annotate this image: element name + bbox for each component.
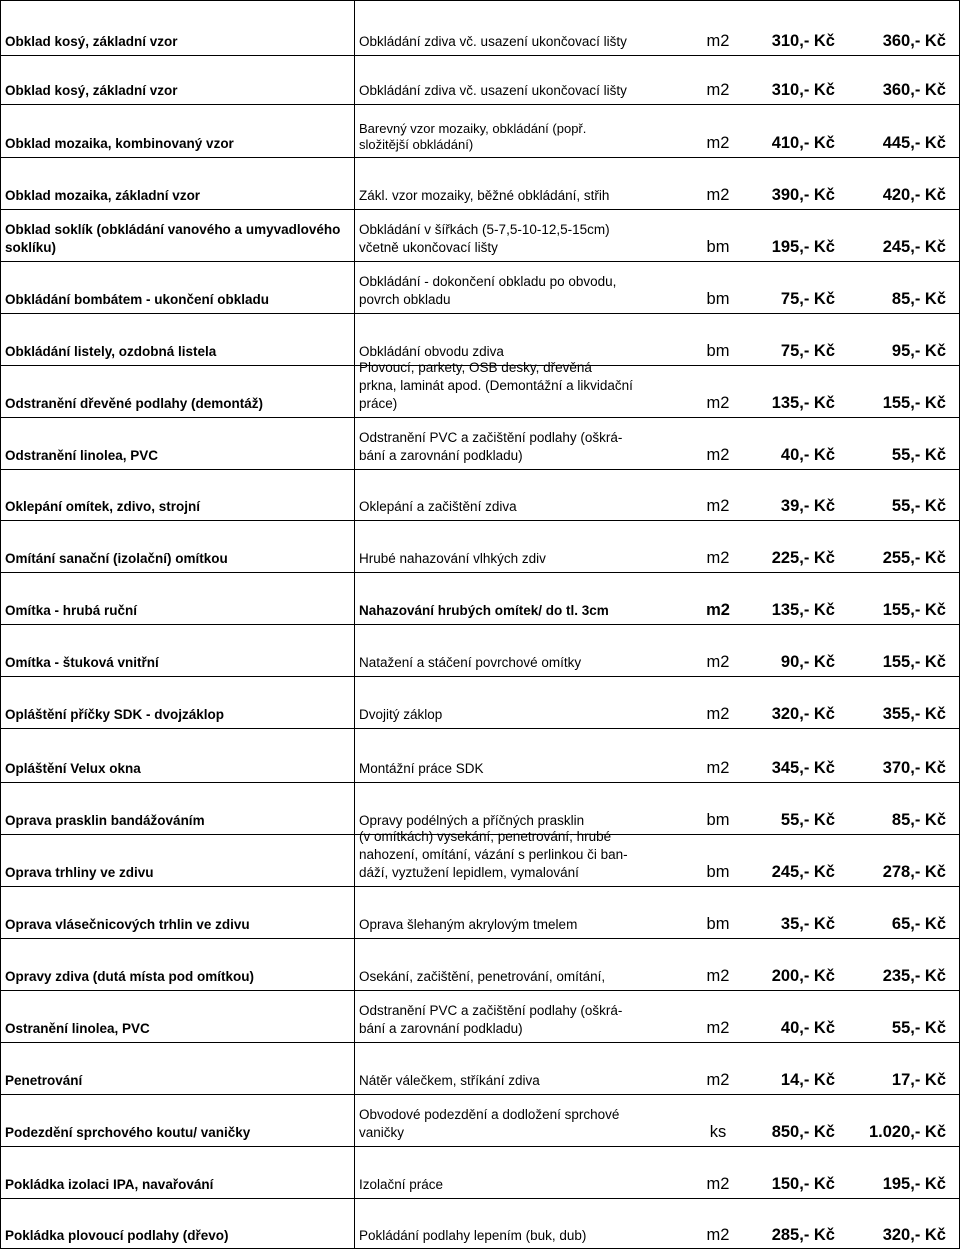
table-row <box>0 104 960 157</box>
service-name: Podezdění sprchového koutu/ vaničky <box>5 1125 251 1140</box>
service-name: Oprava prasklin bandážováním <box>5 813 205 828</box>
table-row <box>0 676 960 728</box>
price-to-cell: 360,- Kč <box>882 32 946 50</box>
price-to-cell: 55,- Kč <box>891 446 946 464</box>
price-from-cell: 320,- Kč <box>771 705 835 723</box>
table-row <box>0 469 960 520</box>
service-description: Osekání, začištění, penetrování, omítání, <box>359 969 606 984</box>
price-to-cell: 65,- Kč <box>891 915 946 933</box>
row-divider <box>0 209 960 210</box>
table-row <box>0 938 960 990</box>
service-description: Odstranění PVC a začištění podlahy (oškrá- bání a zarovnání podkladu) <box>359 1003 623 1036</box>
service-name: Obkládání bombátem - ukončení obkladu <box>5 292 270 307</box>
unit-cell: m2 <box>706 1019 730 1037</box>
table-row <box>0 886 960 938</box>
table-row <box>0 209 960 261</box>
table-row <box>0 624 960 676</box>
unit-cell: m2 <box>706 601 730 619</box>
service-name: Opláštění příčky SDK - dvojzáklop <box>5 707 225 722</box>
service-description: Opravy podélných a příčných prasklin <box>359 813 585 828</box>
unit-cell: ks <box>709 1123 727 1141</box>
service-description: Montážní práce SDK <box>359 761 484 776</box>
table-row <box>0 157 960 209</box>
table-row <box>0 261 960 313</box>
row-divider <box>0 104 960 105</box>
service-name: Opravy zdiva (dutá místa pod omítkou) <box>5 969 255 984</box>
price-from-cell: 225,- Kč <box>771 549 835 567</box>
service-description: Izolační práce <box>359 1177 444 1192</box>
unit-cell: m2 <box>706 32 730 50</box>
row-divider <box>0 1042 960 1043</box>
service-description: Obkládání obvodu zdiva <box>359 344 504 359</box>
unit-cell: m2 <box>706 759 730 777</box>
table-row <box>0 782 960 834</box>
row-divider <box>0 624 960 625</box>
price-to-cell: 235,- Kč <box>882 967 946 985</box>
row-divider <box>0 886 960 887</box>
price-to-cell: 360,- Kč <box>882 81 946 99</box>
service-name: Odstranění linolea, PVC <box>5 448 159 463</box>
table-row <box>0 520 960 572</box>
service-description: Zákl. vzor mozaiky, běžné obkládání, střih <box>359 188 610 203</box>
row-divider <box>0 157 960 158</box>
row-divider <box>0 417 960 418</box>
table-row <box>0 0 960 55</box>
table-row <box>0 1042 960 1094</box>
service-name: Obklad mozaika, kombinovaný vzor <box>5 136 234 151</box>
row-divider <box>0 55 960 56</box>
service-name: Oprava vlásečnicových trhlin ve zdivu <box>5 917 250 932</box>
service-name: Oklepání omítek, zdivo, strojní <box>5 499 201 514</box>
row-divider <box>0 1146 960 1147</box>
row-divider <box>0 1094 960 1095</box>
price-to-cell: 85,- Kč <box>891 811 946 829</box>
price-to-cell: 255,- Kč <box>882 549 946 567</box>
price-to-cell: 1.020,- Kč <box>868 1123 946 1141</box>
row-divider <box>0 0 960 1</box>
row-divider <box>0 782 960 783</box>
unit-cell: m2 <box>706 394 730 412</box>
price-from-cell: 135,- Kč <box>771 394 835 412</box>
unit-cell: m2 <box>706 81 730 99</box>
service-description: Oklepání a začištění zdiva <box>359 499 517 514</box>
unit-cell: m2 <box>706 967 730 985</box>
unit-cell: m2 <box>706 186 730 204</box>
row-divider <box>0 1198 960 1199</box>
price-from-cell: 75,- Kč <box>780 290 835 308</box>
price-from-cell: 245,- Kč <box>771 863 835 881</box>
price-from-cell: 40,- Kč <box>780 1019 835 1037</box>
service-name: Omítání sanační (izolační) omítkou <box>5 551 228 566</box>
service-name: Obklad kosý, základní vzor <box>5 83 178 98</box>
price-from-cell: 345,- Kč <box>771 759 835 777</box>
price-from-cell: 390,- Kč <box>771 186 835 204</box>
table-row <box>0 1198 960 1249</box>
price-from-cell: 40,- Kč <box>780 446 835 464</box>
unit-cell: bm <box>706 290 730 308</box>
price-to-cell: 278,- Kč <box>882 863 946 881</box>
price-to-cell: 95,- Kč <box>891 342 946 360</box>
table-row <box>0 55 960 104</box>
service-description: Nátěr válečkem, stříkání zdiva <box>359 1073 540 1088</box>
service-description: Obvodové podezdění a dodložení sprchové vaničky <box>359 1107 620 1140</box>
row-divider <box>0 469 960 470</box>
unit-cell: m2 <box>706 497 730 515</box>
price-to-cell: 155,- Kč <box>882 394 946 412</box>
table-row <box>0 728 960 782</box>
service-description: Natažení a stáčení povrchové omítky <box>359 655 582 670</box>
service-name: Obkládání listely, ozdobná listela <box>5 344 217 359</box>
price-to-cell: 445,- Kč <box>882 134 946 152</box>
unit-cell: bm <box>706 863 730 881</box>
service-name: Ostranění linolea, PVC <box>5 1021 150 1036</box>
unit-cell: bm <box>706 342 730 360</box>
price-to-cell: 195,- Kč <box>882 1175 946 1193</box>
table-row <box>0 1146 960 1198</box>
service-name: Omítka - hrubá ruční <box>5 603 138 618</box>
service-description: Obkládání zdiva vč. usazení ukončovací lišty <box>359 83 627 98</box>
row-divider <box>0 728 960 729</box>
row-divider <box>0 676 960 677</box>
row-divider <box>0 938 960 939</box>
price-to-cell: 355,- Kč <box>882 705 946 723</box>
service-name: Omítka - štuková vnitřní <box>5 655 159 670</box>
service-description: Dvojitý záklop <box>359 707 443 722</box>
service-name: Odstranění dřevěné podlahy (demontáž) <box>5 396 264 411</box>
service-description: Plovoucí, parkety, OSB desky, dřevěná prkna, laminát apod. (Demontážní a likvidační práce) <box>359 360 633 411</box>
row-divider <box>0 520 960 521</box>
table-row <box>0 572 960 624</box>
price-from-cell: 850,- Kč <box>771 1123 835 1141</box>
price-to-cell: 17,- Kč <box>891 1071 946 1089</box>
table-row <box>0 360 960 417</box>
price-to-cell: 155,- Kč <box>882 653 946 671</box>
price-from-cell: 35,- Kč <box>780 915 835 933</box>
price-to-cell: 55,- Kč <box>891 497 946 515</box>
price-from-cell: 55,- Kč <box>780 811 835 829</box>
service-description: Nahazování hrubých omítek/ do tl. 3cm <box>359 603 609 618</box>
table-row <box>0 1094 960 1146</box>
service-name: Obklad mozaika, základní vzor <box>5 188 201 203</box>
service-description: Barevný vzor mozaiky, obkládání (popř. složitější obkládání) <box>359 121 587 152</box>
table-row <box>0 313 960 365</box>
unit-cell: bm <box>706 238 730 256</box>
price-to-cell: 85,- Kč <box>891 290 946 308</box>
price-from-cell: 75,- Kč <box>780 342 835 360</box>
unit-cell: m2 <box>706 1175 730 1193</box>
unit-cell: bm <box>706 811 730 829</box>
row-divider <box>0 313 960 314</box>
service-name: Oprava trhliny ve zdivu <box>5 865 154 880</box>
price-from-cell: 285,- Kč <box>771 1226 835 1244</box>
service-description: Oprava šlehaným akrylovým tmelem <box>359 917 578 932</box>
table-row <box>0 829 960 886</box>
service-name: Pokládka izolaci IPA, navařování <box>5 1177 214 1192</box>
unit-cell: m2 <box>706 134 730 152</box>
row-divider <box>0 572 960 573</box>
price-from-cell: 200,- Kč <box>771 967 835 985</box>
price-to-cell: 320,- Kč <box>882 1226 946 1244</box>
price-from-cell: 135,- Kč <box>771 601 835 619</box>
table-row <box>0 990 960 1042</box>
unit-cell: m2 <box>706 705 730 723</box>
row-divider <box>0 261 960 262</box>
unit-cell: m2 <box>706 446 730 464</box>
service-description: Obkládání zdiva vč. usazení ukončovací lišty <box>359 34 627 49</box>
price-from-cell: 195,- Kč <box>771 238 835 256</box>
unit-cell: m2 <box>706 653 730 671</box>
service-name: Obklad soklík (obkládání vanového a umyvadlového soklíku) <box>5 222 341 255</box>
price-from-cell: 14,- Kč <box>780 1071 835 1089</box>
price-from-cell: 310,- Kč <box>771 32 835 50</box>
service-description: Odstranění PVC a začištění podlahy (oškrá- bání a zarovnání podkladu) <box>359 430 623 463</box>
table-row <box>0 417 960 469</box>
service-description: Obkládání - dokončení obkladu po obvodu, povrch obkladu <box>359 274 617 307</box>
price-to-cell: 370,- Kč <box>882 759 946 777</box>
unit-cell: m2 <box>706 1226 730 1244</box>
price-from-cell: 310,- Kč <box>771 81 835 99</box>
service-description: Hrubé nahazování vlhkých zdiv <box>359 551 546 566</box>
service-description: (v omítkách) vysekání, penetrování, hrubé nahození, omítání, vázání s perlinkou či ban- dáží, vyztužení lepidlem, vymalování <box>359 829 628 880</box>
price-from-cell: 39,- Kč <box>780 497 835 515</box>
price-to-cell: 245,- Kč <box>882 238 946 256</box>
price-to-cell: 155,- Kč <box>882 601 946 619</box>
service-name: Penetrování <box>5 1073 83 1088</box>
row-divider <box>0 990 960 991</box>
price-from-cell: 410,- Kč <box>771 134 835 152</box>
service-description: Obkládání v šířkách (5-7,5-10-12,5-15cm) včetně ukončovací lišty <box>359 222 610 255</box>
service-description: Pokládání podlahy lepením (buk, dub) <box>359 1228 587 1243</box>
unit-cell: m2 <box>706 549 730 567</box>
price-from-cell: 90,- Kč <box>780 653 835 671</box>
price-to-cell: 420,- Kč <box>882 186 946 204</box>
price-to-cell: 55,- Kč <box>891 1019 946 1037</box>
service-name: Obklad kosý, základní vzor <box>5 34 178 49</box>
service-name: Pokládka plovoucí podlahy (dřevo) <box>5 1228 229 1243</box>
price-from-cell: 150,- Kč <box>771 1175 835 1193</box>
unit-cell: bm <box>706 915 730 933</box>
service-name: Opláštění Velux okna <box>5 761 141 776</box>
unit-cell: m2 <box>706 1071 730 1089</box>
